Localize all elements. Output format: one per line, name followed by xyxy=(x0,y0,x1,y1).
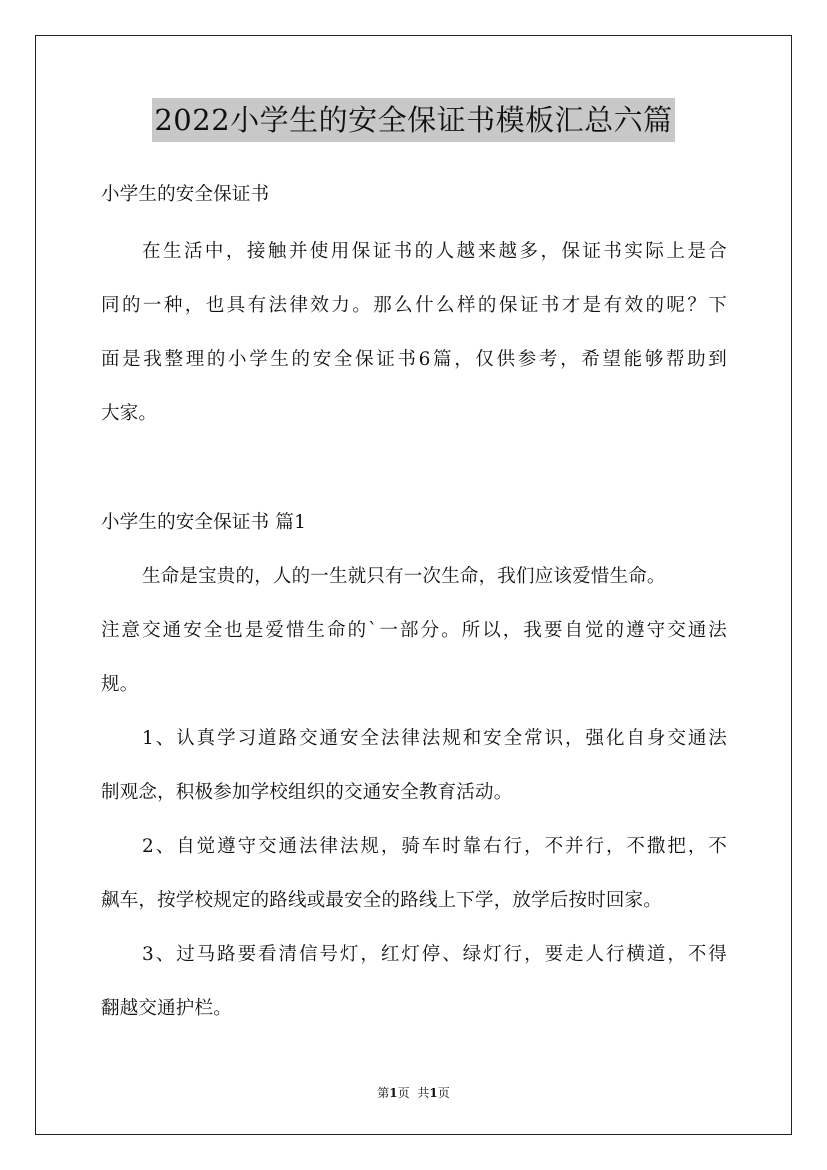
page-footer xyxy=(0,1084,827,1101)
intro-line: 在生活中，接触并使用保证书的人越来越多，保证书实际上是合 xyxy=(142,241,727,262)
section-line: 翻越交通护栏。 xyxy=(101,998,232,1019)
page-unit: 页 xyxy=(397,1086,410,1100)
title-container xyxy=(0,98,827,142)
section-line: 3、过马路要看清信号灯，红灯停、绿灯行，要走人行横道，不得 xyxy=(142,944,727,965)
total-unit: 页 xyxy=(437,1086,450,1100)
section-line: 飙车，按学校规定的路线或最安全的路线上下学，放学后按时回家。 xyxy=(101,890,663,911)
section-line: 2、自觉遵守交通法律法规，骑车时靠右行，不并行，不撒把，不 xyxy=(142,836,727,857)
intro-line: 面是我整理的小学生的安全保证书6篇，仅供参考，希望能够帮助到 xyxy=(101,349,727,370)
page-prefix: 第 xyxy=(377,1086,390,1100)
section-heading: 小学生的安全保证书 篇1 xyxy=(101,512,307,533)
intro-heading: 小学生的安全保证书 xyxy=(101,184,270,205)
section-line: 生命是宝贵的，人的一生就只有一次生命，我们应该爱惜生命。 xyxy=(142,566,666,587)
page-total: 1 xyxy=(429,1086,438,1100)
page-current: 1 xyxy=(389,1086,398,1100)
section-line: 规。 xyxy=(101,674,139,695)
section-line: 制观念，积极参加学校组织的交通安全教育活动。 xyxy=(101,782,513,803)
intro-line: 同的一种，也具有法律效力。那么什么样的保证书才是有效的呢？下 xyxy=(101,295,727,316)
total-prefix: 共 xyxy=(417,1086,430,1100)
intro-line: 大家。 xyxy=(101,403,158,424)
section-line: 1、认真学习道路交通安全法律法规和安全常识，强化自身交通法 xyxy=(142,728,727,749)
document-title: 2022小学生的安全保证书模板汇总六篇 xyxy=(152,98,674,142)
section-line: 注意交通安全也是爱惜生命的`一部分。所以，我要自觉的遵守交通法 xyxy=(101,620,727,641)
